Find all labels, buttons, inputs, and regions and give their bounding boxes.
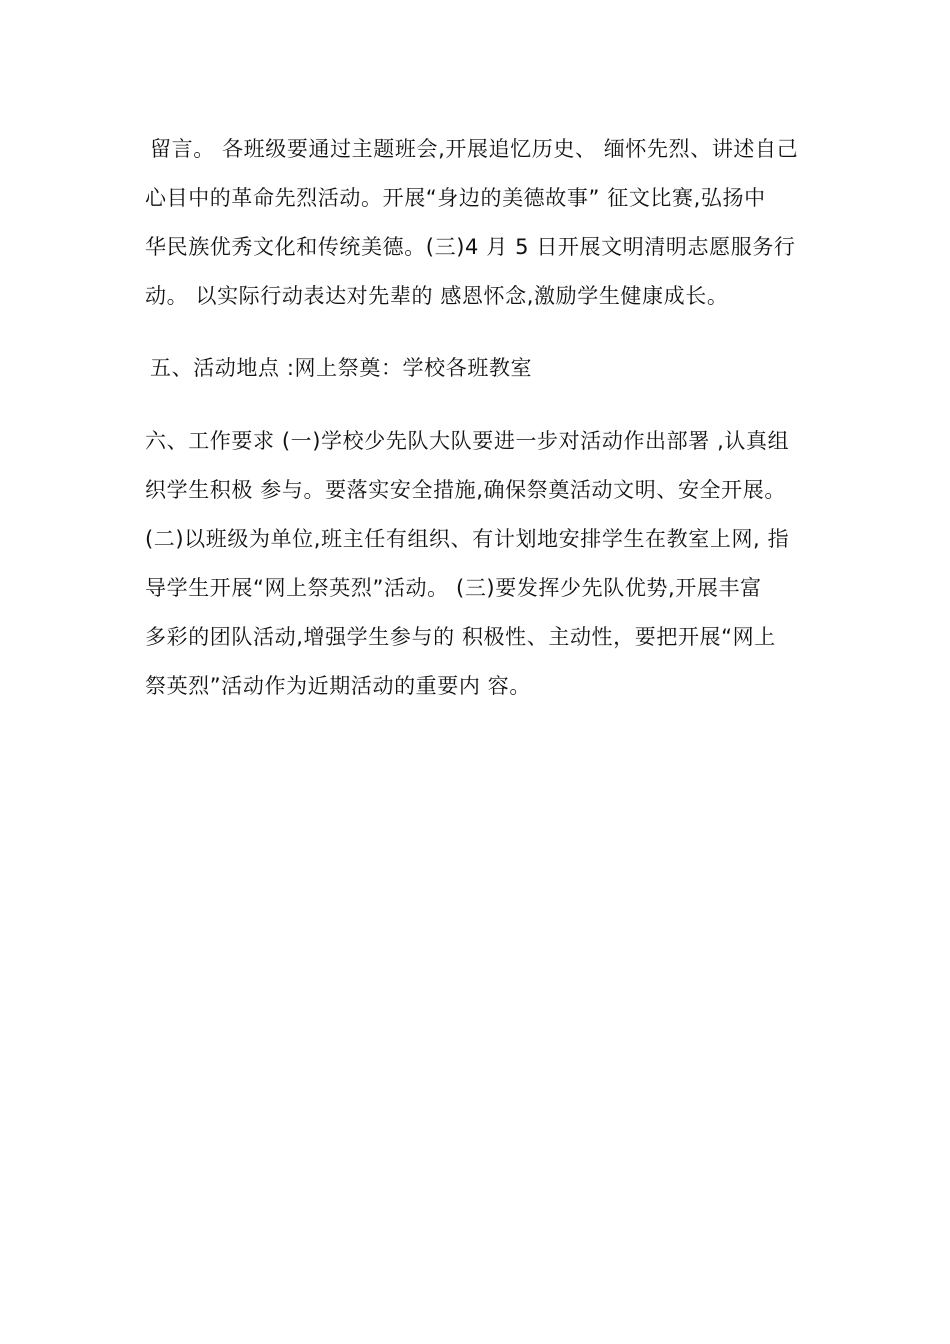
paragraph-3-line-4: 导学生开展“网上祭英烈”活动。 (三)要发挥少先队优势,开展丰富 xyxy=(145,576,762,600)
paragraph-1-line-3: 华民族优秀文化和传统美德。(三)4 月 5 日开展文明清明志愿服务行 xyxy=(145,235,796,259)
paragraph-3-line-1: 六、工作要求 (一)学校少先队大队要进一步对活动作出部署 ,认真组 xyxy=(145,429,790,453)
paragraph-3-line-2: 织学生积极 参与。要落实安全措施,确保祭奠活动文明、安全开展。 xyxy=(145,478,786,502)
paragraph-1-line-1: 留言。 各班级要通过主题班会,开展追忆历史、 缅怀先烈、讲述自己 xyxy=(150,137,799,161)
paragraph-3-line-5: 多彩的团队活动,增强学生参与的 积极性、主动性，要把开展“网上 xyxy=(145,625,776,649)
paragraph-3-line-6: 祭英烈”活动作为近期活动的重要内 容。 xyxy=(145,674,531,698)
paragraph-1-line-2: 心目中的革命先烈活动。开展“身边的美德故事” 征文比赛,弘扬中 xyxy=(145,186,766,210)
paragraph-1-line-4: 动。 以实际行动表达对先辈的 感恩怀念,激励学生健康成长。 xyxy=(145,284,729,308)
section-5-heading: 五、活动地点 :网上祭奠：学校各班教室 xyxy=(150,356,533,380)
paragraph-3-line-3: (二)以班级为单位,班主任有组织、有计划地安排学生在教室上网, 指 xyxy=(145,527,790,551)
